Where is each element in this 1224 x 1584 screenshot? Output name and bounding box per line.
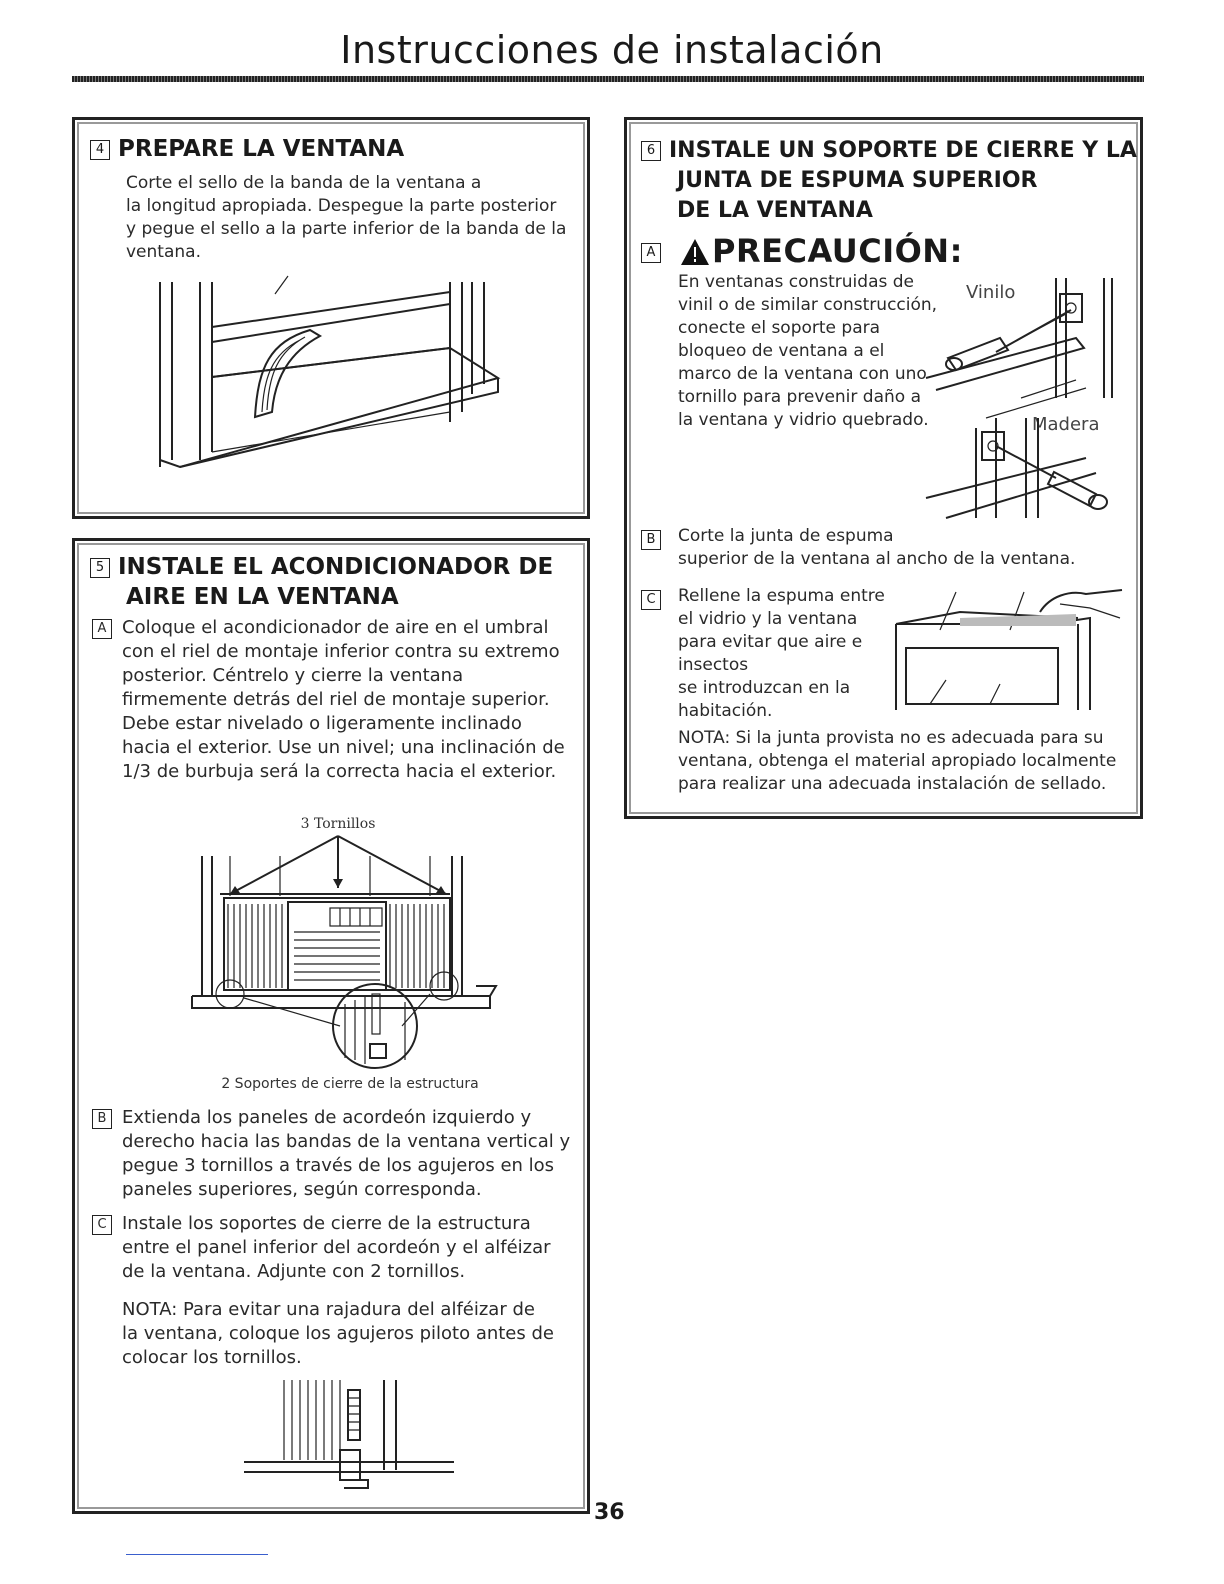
step6-a-line: marco de la ventana con uno (678, 364, 927, 384)
step6-c-nota-line: ventana, obtenga el material apropiado localmente (678, 751, 1117, 771)
step4-heading-text: PREPARE LA VENTANA (118, 136, 405, 162)
step6-b-body (678, 525, 1138, 571)
step6-c-line: habitación. (678, 701, 773, 721)
step6-c-line: Rellene la espuma entre (678, 586, 885, 606)
step5-heading (90, 552, 553, 612)
step5-c-line: de la ventana. Adjunte con 2 tornillos. (122, 1261, 466, 1282)
step5-b (92, 1106, 582, 1202)
foam-seal-illustration (890, 584, 1130, 714)
step6-c-line: el vidrio y la ventana (678, 609, 858, 629)
step5-c-line: entre el panel inferior del acordeón y el alféizar (122, 1237, 551, 1258)
label-vinyl: Vinilo (966, 282, 1016, 303)
step5-number: 5 (90, 558, 110, 578)
step5-heading-line: INSTALE EL ACONDICIONADOR DE (118, 554, 554, 580)
step6-a-line: En ventanas construidas de (678, 272, 914, 292)
page-number: 36 (594, 1500, 625, 1525)
step6-c-body (678, 585, 898, 723)
step6-heading (641, 136, 1137, 226)
step5-b-letter: B (92, 1109, 112, 1129)
step6-c-line: insectos (678, 655, 749, 675)
fig-label-brackets: 2 Soportes de cierre de la estructura (221, 1076, 479, 1092)
step6-c-line: para evitar que aire e (678, 632, 863, 652)
step6-b-line: Corte la junta de espuma (678, 526, 894, 546)
step5-nota-line: la ventana, coloque los agujeros piloto antes de (122, 1323, 554, 1344)
step6-heading-line: JUNTA DE ESPUMA SUPERIOR (677, 168, 1038, 193)
step6-c-nota-line: NOTA: Si la junta provista no es adecuada para su (678, 728, 1104, 748)
step6-a-line: vinil o de similar construcción, (678, 295, 938, 315)
page-title: Instrucciones de instalación (340, 28, 884, 72)
step4-line: ventana. (126, 242, 201, 262)
step4-line: Corte el sello de la banda de la ventana a (126, 173, 482, 193)
step6-a-line: la ventana y vidrio quebrado. (678, 410, 929, 430)
fig-label-screws: 3 Tornillos (300, 816, 376, 832)
vinyl-bracket-illustration (926, 278, 1126, 528)
step5-a-line: con el riel de montaje inferior contra su extremo (122, 641, 560, 662)
step5-a-letter: A (92, 619, 112, 639)
step5-b-line: derecho hacia las bandas de la ventana vertical y (122, 1131, 571, 1152)
step4-number: 4 (90, 140, 110, 160)
step6-c-nota-line: para realizar una adecuada instalación de sellado. (678, 774, 1107, 794)
step5-c-letter: C (92, 1215, 112, 1235)
footer-line (126, 1554, 268, 1555)
step6-c-line: se introduzcan en la (678, 678, 851, 698)
step6-b-letter: B (641, 530, 661, 550)
step5-nota (122, 1298, 582, 1370)
step5-a-line: Debe estar nivelado o ligeramente inclinado (122, 713, 522, 734)
step6-heading-line: DE LA VENTANA (677, 198, 873, 223)
step5-a (92, 616, 582, 784)
step6-number: 6 (641, 141, 661, 161)
step5-c (92, 1212, 582, 1284)
step5-nota-line: NOTA: Para evitar una rajadura del alféizar de (122, 1299, 535, 1320)
step5-c-line: Instale los soportes de cierre de la estructura (122, 1213, 531, 1234)
warning-icon (680, 238, 710, 266)
title-divider (72, 76, 1144, 82)
step5-a-line: hacia el exterior. Use un nivel; una inclinación de (122, 737, 565, 758)
step5-a-line: firmemente detrás del riel de montaje superior. (122, 689, 550, 710)
label-wood: Madera (1032, 414, 1100, 435)
step6-a-line: bloqueo de ventana a el (678, 341, 885, 361)
step5-a-line: 1/3 de burbuja será la correcta hacia el exterior. (122, 761, 557, 782)
step6-heading-line: INSTALE UN SOPORTE DE CIERRE Y LA (669, 138, 1137, 163)
step6-a-line: conecte el soporte para (678, 318, 881, 338)
step4-line: la longitud apropiada. Despegue la parte posterior (126, 196, 557, 216)
step5-b-line: pegue 3 tornillos a través de los agujeros en los (122, 1155, 555, 1176)
bracket-screw-illustration (244, 1380, 464, 1490)
step5-b-line: paneles superiores, según corresponda. (122, 1179, 482, 1200)
step4-line: y pegue el sello a la parte inferior de la banda de la (126, 219, 567, 239)
step6-c-letter: C (641, 590, 661, 610)
step5-heading-line: AIRE EN LA VENTANA (126, 584, 399, 610)
step4-heading (90, 134, 404, 164)
step6-a-letter: A (641, 243, 661, 263)
caution-title: PRECAUCIÓN: (712, 232, 963, 270)
step6-a-line: tornillo para prevenir daño a (678, 387, 922, 407)
step5-a-line: posterior. Céntrelo y cierre la ventana (122, 665, 464, 686)
step6-a-body (678, 271, 948, 432)
step5-a-line: Coloque el acondicionador de aire en el umbral (122, 617, 549, 638)
step4-body (126, 172, 576, 264)
step6-c-nota (678, 727, 1138, 796)
step5-b-line: Extienda los paneles de acordeón izquierdo y (122, 1107, 532, 1128)
step6-b-line: superior de la ventana al ancho de la ventana. (678, 549, 1076, 569)
step5-nota-line: colocar los tornillos. (122, 1347, 302, 1368)
ac-installed-illustration (190, 836, 500, 1072)
window-seal-illustration (150, 282, 510, 482)
